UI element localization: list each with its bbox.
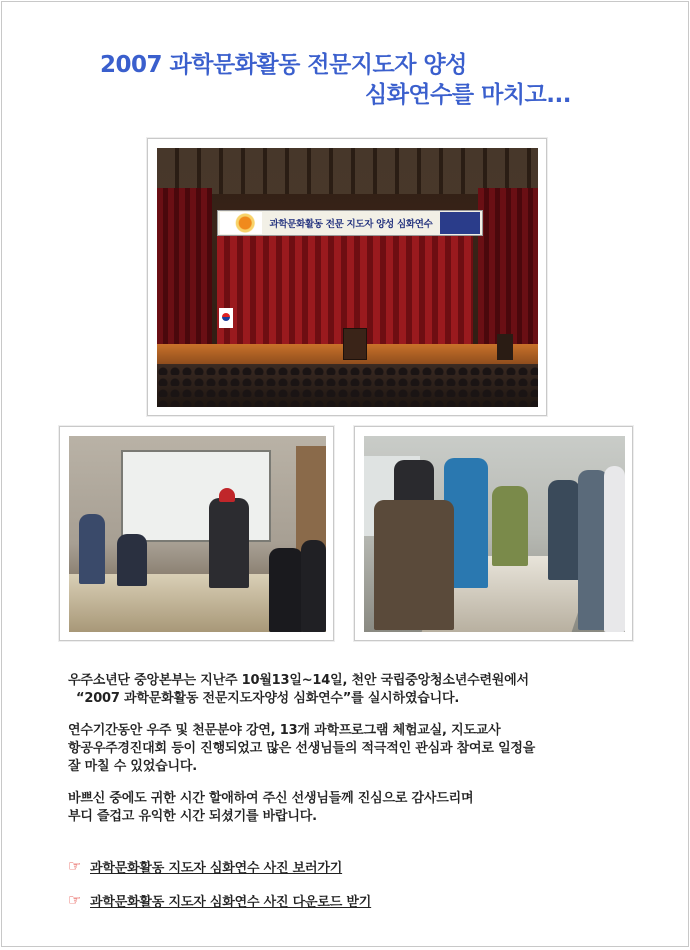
banner-logo-left xyxy=(220,212,262,234)
text-line: “2007 과학문화활동 전문지도자양성 심화연수”를 실시하였습니다. xyxy=(76,691,460,706)
photo-red-cap xyxy=(219,488,235,502)
text-line: 항공우주경진대회 등이 진행되었고 많은 선생님들의 적극적인 관심과 참여로 일정을 xyxy=(68,741,536,756)
photo-links xyxy=(68,856,371,924)
photo-curtain-left xyxy=(157,188,212,348)
photo-person xyxy=(492,486,528,566)
photo-person xyxy=(269,548,303,632)
download-photos-link[interactable]: 과학문화활동 지도자 심화연수 사진 다운로드 받기 xyxy=(90,894,372,910)
text-line: 연수기간동안 우주 및 천문분야 강연, 13개 과학프로그램 체험교실, 지도교사 xyxy=(68,723,501,738)
program-paragraph xyxy=(68,722,535,776)
workshop-photo-frame xyxy=(354,426,633,641)
photo-stage-banner xyxy=(217,210,483,236)
text-line: 부디 즐겁고 유익한 시간 되셨기를 바랍니다. xyxy=(68,809,317,824)
text-line: 잘 마칠 수 있었습니다. xyxy=(68,759,197,774)
photo-person xyxy=(79,514,105,584)
auditorium-photo xyxy=(157,148,538,407)
text-line: 바쁘신 중에도 귀한 시간 할애하여 주신 선생님들께 진심으로 감사드리며 xyxy=(68,791,474,806)
workshop-photo xyxy=(364,436,625,632)
banner-text: 과학문화활동 전문 지도자 양성 심화연수 xyxy=(269,219,433,230)
photo-person xyxy=(209,498,249,588)
photo-curtain-right xyxy=(478,188,538,348)
page-title-line2: 심화연수를 마치고... xyxy=(365,82,571,108)
photo-person xyxy=(604,466,625,632)
classroom-photo-frame xyxy=(59,426,334,641)
photo-audience xyxy=(157,364,538,407)
intro-paragraph xyxy=(68,672,529,708)
page-frame xyxy=(1,1,689,947)
banner-logo-right xyxy=(440,212,480,234)
download-photos-link-row xyxy=(68,890,371,910)
classroom-photo xyxy=(69,436,326,632)
view-photos-link[interactable]: 과학문화활동 지도자 심화연수 사진 보러가기 xyxy=(90,860,343,876)
photo-podium-side xyxy=(497,334,513,360)
thanks-paragraph xyxy=(68,790,473,826)
photo-person xyxy=(548,480,580,580)
photo-person xyxy=(374,500,454,630)
pointing-hand-icon: ☞ xyxy=(68,857,82,875)
pointing-hand-icon: ☞ xyxy=(68,891,82,909)
auditorium-photo-frame xyxy=(147,138,547,416)
text-line: 우주소년단 중앙본부는 지난주 10월13일~14일, 천안 국립중앙청소년수련원에서 xyxy=(68,673,529,688)
page-title-line1: 2007 과학문화활동 전문지도자 양성 xyxy=(100,52,467,78)
photo-korean-flag xyxy=(219,308,233,328)
photo-podium xyxy=(343,328,367,360)
photo-person xyxy=(301,540,326,632)
photo-person xyxy=(117,534,147,586)
view-photos-link-row xyxy=(68,856,371,876)
